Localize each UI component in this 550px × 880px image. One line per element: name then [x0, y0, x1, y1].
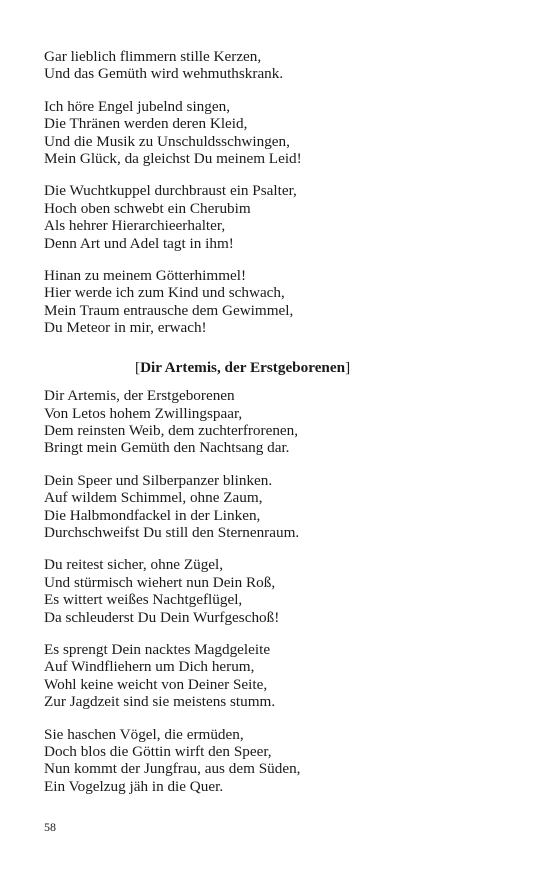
stanza	[44, 641, 514, 711]
verse-line: Mein Traum entrausche dem Gewimmel,	[44, 301, 294, 319]
poem-artemis	[44, 359, 514, 796]
verse-line: Mein Glück, da gleichst Du meinem Leid!	[44, 150, 302, 168]
verse-line: Hoch oben schwebt ein Cherubim	[44, 199, 251, 217]
verse-line: Es sprengt Dein nacktes Magdgeleite	[44, 640, 271, 658]
stanza	[44, 48, 514, 83]
stanza	[44, 98, 514, 168]
verse-line: Da schleuderst Du Dein Wurfgeschoß!	[44, 608, 280, 626]
verse-line: Auf Windfliehern um Dich herum,	[44, 658, 255, 676]
verse-line: Hier werde ich zum Kind und schwach,	[44, 284, 285, 302]
verse-line: Die Halbmondfackel in der Linken,	[44, 506, 261, 524]
verse-line: Auf wildem Schimmel, ohne Zaum,	[44, 489, 263, 507]
page-body	[44, 48, 514, 810]
verse-line: Bringt mein Gemüth den Nachtsang dar.	[44, 439, 290, 457]
verse-line: Dein Speer und Silberpanzer blinken.	[44, 471, 273, 489]
verse-line: Du Meteor in mir, erwach!	[44, 319, 207, 337]
verse-line: Dem reinsten Weib, dem zuchterfrorenen,	[44, 421, 299, 439]
stanza	[44, 472, 514, 542]
verse-line: Ich höre Engel jubelnd singen,	[44, 97, 230, 115]
verse-line: Und stürmisch wiehert nun Dein Roß,	[44, 573, 276, 591]
verse-line: Dir Artemis, der Erstgeborenen	[44, 387, 235, 405]
poem-title-text: Dir Artemis, der Erstgeborenen	[140, 358, 346, 376]
stanza	[44, 387, 514, 457]
verse-line: Doch blos die Göttin wirft den Speer,	[44, 743, 272, 760]
verse-line: Die Thränen werden deren Kleid,	[44, 115, 248, 133]
stanza	[44, 182, 514, 252]
verse-line: Als hehrer Hierarchieerhalter,	[44, 217, 226, 235]
stanza	[44, 267, 514, 337]
stanza	[44, 556, 514, 626]
poem-title	[135, 359, 514, 376]
verse-line: Von Letos hohem Zwillingspaar,	[44, 404, 243, 422]
page-number: 58	[44, 820, 56, 834]
verse-line: Sie haschen Vögel, die ermüden,	[44, 725, 244, 743]
verse-line: Die Wuchtkuppel durchbraust ein Psalter,	[44, 182, 297, 200]
verse-line: Denn Art und Adel tagt in ihm!	[44, 234, 234, 252]
poem-continued	[44, 48, 514, 337]
verse-line: Du reitest sicher, ohne Zügel,	[44, 556, 224, 574]
verse-line: Es wittert weißes Nachtgeflügel,	[44, 591, 243, 609]
verse-line: Zur Jagdzeit sind sie meistens stumm.	[44, 693, 276, 711]
stanza	[44, 726, 514, 796]
verse-line: Und das Gemüth wird wehmuthskrank.	[44, 65, 284, 83]
title-bracket-close: ]	[345, 358, 351, 376]
verse-line: Nun kommt der Jungfrau, aus dem Süden,	[44, 760, 301, 778]
verse-line: Gar lieblich flimmern stille Kerzen,	[44, 48, 262, 65]
verse-line: Wohl keine weicht von Deiner Seite,	[44, 675, 268, 693]
verse-line: Durchschweifst Du still den Sternenraum.	[44, 523, 300, 541]
verse-line: Ein Vogelzug jäh in die Quer.	[44, 777, 224, 795]
verse-line: Und die Musik zu Unschuldsschwingen,	[44, 132, 290, 150]
verse-line: Hinan zu meinem Götterhimmel!	[44, 267, 247, 285]
title-bracket-open: [	[135, 358, 141, 376]
